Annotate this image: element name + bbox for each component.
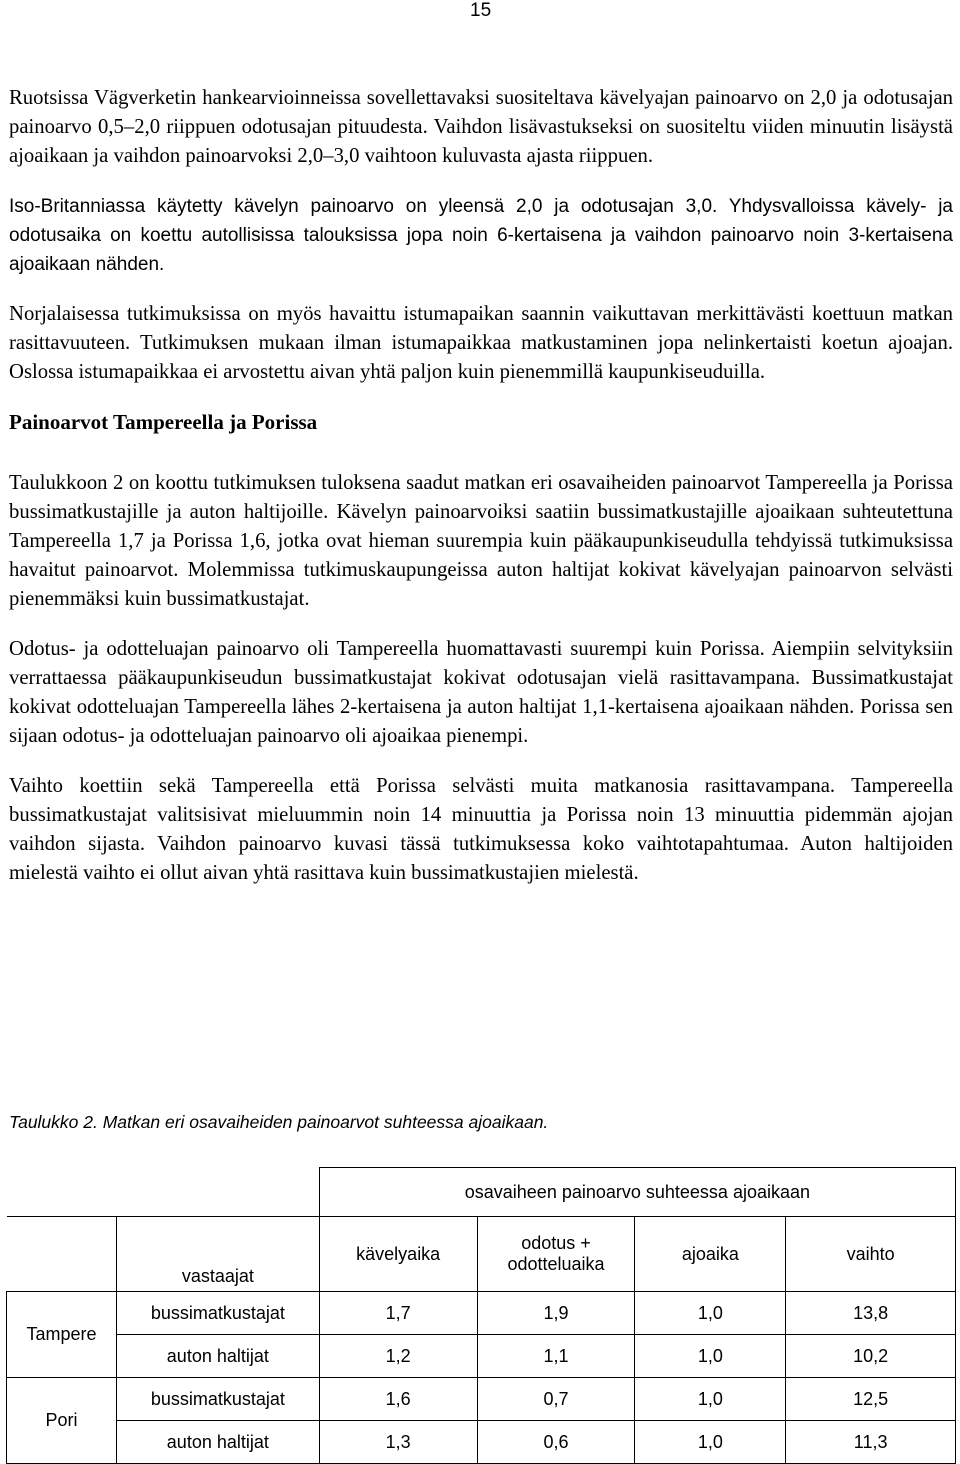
- table-header-row-1: [7, 1168, 956, 1217]
- table-row: [7, 1335, 956, 1378]
- table-caption: Taulukko 2. Matkan eri osavaiheiden painoarvot suhteessa ajoaikaan.: [9, 1112, 549, 1132]
- table-city-header-empty: [7, 1217, 117, 1292]
- paragraph-sweden: Ruotsissa Vägverketin hankearvioinneissa sovellettavaksi suositeltava kävelyajan painoarvo on 2,0 ja odotusajan painoarvo 0,5–2,0 riippuen odotusajan pituudesta. Vaihdon lisävastukseksi on suositeltu viiden minuutin lisäystä ajoaikaan ja vaihdon painoarvoksi 2,0–3,0 vaihtoon kuluvasta ajasta riippuen.: [9, 87, 953, 167]
- table-value-cell: 1,6: [319, 1378, 477, 1421]
- paragraph-uk-us: Iso-Britanniassa käytetty kävelyn painoarvo on yleensä 2,0 ja odotusajan 3,0. Yhdysvalloissa kävely- ja odotusaika on koettu autollisissa talouksissa jopa noin 6-kertaisena ja vaihdon painoarvo noin 3-kertaisena ajoaikaan nähden.: [9, 196, 953, 275]
- table-row: [7, 1421, 956, 1464]
- table-corner-empty: [7, 1168, 117, 1217]
- paragraph-waiting-time: Odotus- ja odotteluajan painoarvo oli Tampereella huomattavasti suurempi kuin Porissa. Aiempiin selvityksiin verrattaessa pääkaupunkiseudun bussimatkustajat kokivat odotusajan vielä rasittavampana. Bussimatkustajat kokivat odotteluajan Tampereella lähes 2-kertaisena ja auton haltijat 1,1-kertaisena ajoaikaan nähden. Porissa sen sijaan odotus- ja odotteluajan painoarvo oli ajoaikaa pienempi.: [9, 638, 953, 747]
- table-value-cell: 12,5: [786, 1378, 956, 1421]
- table-row: [7, 1292, 956, 1335]
- table-group-header: osavaiheen painoarvo suhteessa ajoaikaan: [319, 1168, 955, 1217]
- table-group-cell: bussimatkustajat: [116, 1378, 319, 1421]
- table-col-header: kävelyaika: [319, 1217, 477, 1292]
- table-col-header: odotus + odotteluaika: [477, 1217, 635, 1292]
- table-value-cell: 1,7: [319, 1292, 477, 1335]
- paragraph-transfer: Vaihto koettiin sekä Tampereella että Porissa selvästi muita matkanosia rasittavampana. Tampereella bussimatkustajat valitsisivat mieluummin noin 14 minuuttia ja Porissa noin 13 minuuttia pidemmän ajojan vaihdon sijasta. Vaihdon painoarvo kuvasi tässä tutkimuksessa koko vaihtotapahtumaa. Auton haltijoiden mielestä vaihto ei ollut aivan yhtä rasittava kuin bussimatkustajien mielestä.: [9, 775, 953, 884]
- table-respondent-header: vastaajat: [116, 1217, 319, 1292]
- table-value-cell: 1,0: [635, 1292, 786, 1335]
- table-value-cell: 1,2: [319, 1335, 477, 1378]
- table-group-cell: auton haltijat: [116, 1335, 319, 1378]
- table-value-cell: 11,3: [786, 1421, 956, 1464]
- table-city-cell: Pori: [7, 1378, 117, 1464]
- paragraph-norway: Norjalaisessa tutkimuksissa on myös havaittu istumapaikan saannin vaikuttavan merkittävästi koettuun matkan rasittavuuteen. Tutkimuksen mukaan ilman istumapaikkaa matkustaminen jopa nelinkertaisti koetun ajoajan. Oslossa istumapaikkaa ei arvostettu aivan yhtä paljon kuin pienemmillä kaupunkiseuduilla.: [9, 303, 953, 383]
- table-value-cell: 1,0: [635, 1421, 786, 1464]
- table-value-cell: 0,7: [477, 1378, 635, 1421]
- paragraph-table-intro: Taulukkoon 2 on koottu tutkimuksen tuloksena saadut matkan eri osavaiheiden painoarvot Tampereella ja Porissa bussimatkustajille ja auton haltijoille. Kävelyn painoarvoiksi saatiin bussimatkustajille ajoaikaan suhteutettuna Tampereella 1,7 ja Porissa 1,6, jotka ovat hieman suurempia kuin pääkaupunkiseudulla tehdyissä tutkimuksissa havaitut painoarvot. Molemmissa tutkimuskaupungeissa auton haltijat kokivat kävelyajan painoarvon selvästi pienemmäksi kuin bussimatkustajat.: [9, 472, 953, 610]
- weights-table: [6, 1167, 956, 1464]
- table-group-cell: auton haltijat: [116, 1421, 319, 1464]
- table-caption-wrapper: [9, 1112, 548, 1133]
- table-value-cell: 1,1: [477, 1335, 635, 1378]
- table-city-cell: Tampere: [7, 1292, 117, 1378]
- table-value-cell: 10,2: [786, 1335, 956, 1378]
- document-body: [9, 84, 953, 909]
- table-header-row-2: [7, 1217, 956, 1292]
- table-group-cell: bussimatkustajat: [116, 1292, 319, 1335]
- table-row: [7, 1378, 956, 1421]
- table-col-header: vaihto: [786, 1217, 956, 1292]
- table-value-cell: 1,0: [635, 1378, 786, 1421]
- table-value-cell: 13,8: [786, 1292, 956, 1335]
- table-value-cell: 0,6: [477, 1421, 635, 1464]
- table-value-cell: 1,3: [319, 1421, 477, 1464]
- table-value-cell: 1,9: [477, 1292, 635, 1335]
- table-col-header: ajoaika: [635, 1217, 786, 1292]
- table-corner-empty-2: [116, 1168, 319, 1217]
- table-value-cell: 1,0: [635, 1335, 786, 1378]
- section-heading: Painoarvot Tampereella ja Porissa: [9, 410, 318, 434]
- page-number: 15: [470, 0, 492, 21]
